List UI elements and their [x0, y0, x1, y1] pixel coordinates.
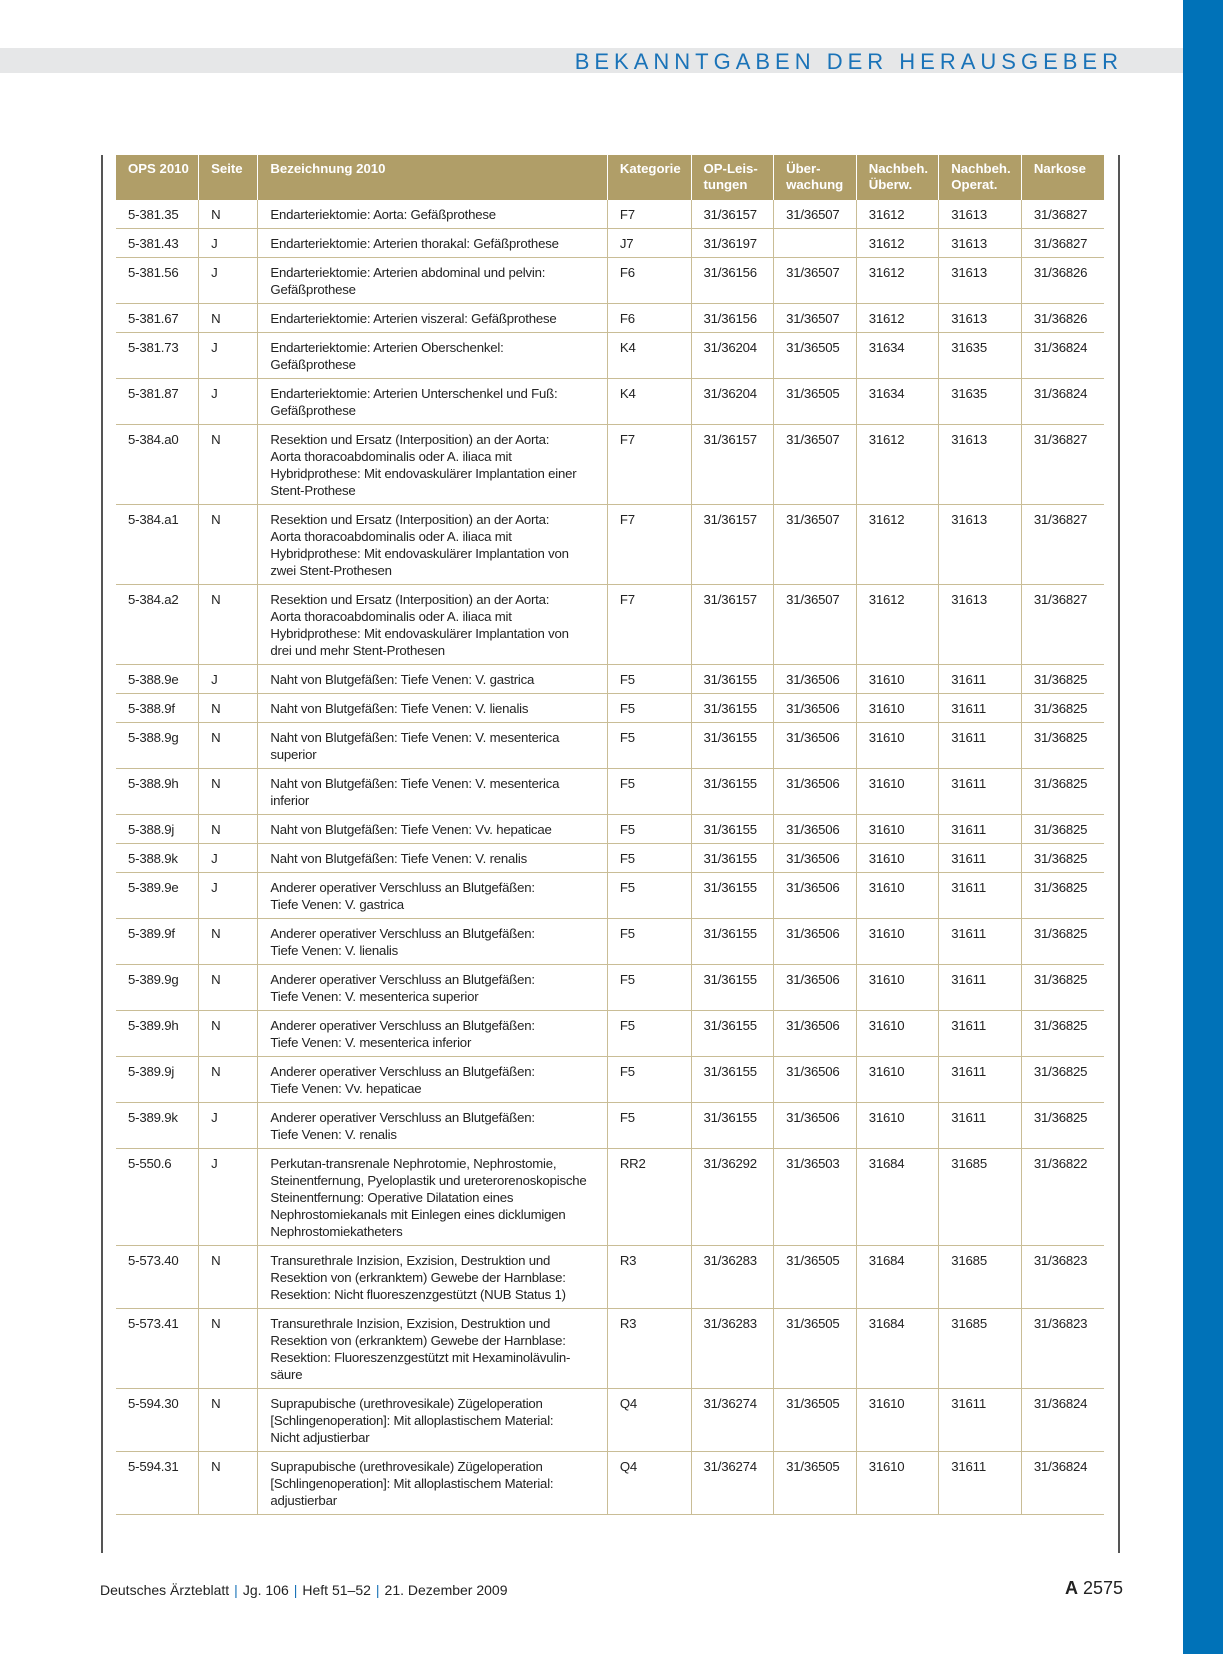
cell-nachbeh-ueberw: 31610: [856, 844, 939, 873]
cell-nachbeh-operat: 31611: [939, 1011, 1022, 1057]
footer-journal: Deutsches Ärzteblatt: [100, 1582, 230, 1598]
cell-bezeichnung: Naht von Blutgefäßen: Tiefe Venen: V. lienalis: [258, 694, 607, 723]
cell-ops-code: 5-573.41: [116, 1309, 199, 1389]
table-row: [116, 304, 1104, 333]
cell-bezeichnung: Anderer operativer Verschluss an Blutgefäßen: Tiefe Venen: Vv. hepaticae: [258, 1057, 607, 1103]
cell-seite: N: [199, 1057, 258, 1103]
cell-nachbeh-operat: 31613: [939, 200, 1022, 229]
cell-narkose: 31/36825: [1021, 769, 1104, 815]
cell-ueberwachung: 31/36506: [774, 844, 857, 873]
cell-bezeichnung: Naht von Blutgefäßen: Tiefe Venen: V. mesenterica inferior: [258, 769, 607, 815]
cell-kategorie: F5: [607, 665, 691, 694]
cell-op-leistungen: 31/36155: [691, 1103, 774, 1149]
cell-op-leistungen: 31/36283: [691, 1309, 774, 1389]
cell-kategorie: F6: [607, 304, 691, 333]
cell-ueberwachung: 31/36505: [774, 1452, 857, 1515]
cell-narkose: 31/36822: [1021, 1149, 1104, 1246]
cell-seite: N: [199, 965, 258, 1011]
col-header-ops: OPS 2010: [116, 155, 199, 200]
cell-narkose: 31/36825: [1021, 694, 1104, 723]
cell-bezeichnung: Transurethrale Inzision, Exzision, Destruktion und Resektion von (erkranktem) Gewebe der Harnblase: Resektion: Fluoreszenzgestützt mit Hexaminolävulin- säure: [258, 1309, 607, 1389]
cell-ops-code: 5-389.9j: [116, 1057, 199, 1103]
cell-bezeichnung: Anderer operativer Verschluss an Blutgefäßen: Tiefe Venen: V. gastrica: [258, 873, 607, 919]
footer-separator: |: [375, 1582, 380, 1598]
cell-kategorie: F5: [607, 1057, 691, 1103]
cell-kategorie: F5: [607, 965, 691, 1011]
cell-bezeichnung: Endarteriektomie: Aorta: Gefäßprothese: [258, 200, 607, 229]
cell-bezeichnung: Anderer operativer Verschluss an Blutgefäßen: Tiefe Venen: V. mesenterica superior: [258, 965, 607, 1011]
cell-seite: J: [199, 1103, 258, 1149]
cell-seite: N: [199, 425, 258, 505]
cell-ueberwachung: 31/36506: [774, 815, 857, 844]
cell-ops-code: 5-389.9e: [116, 873, 199, 919]
cell-narkose: 31/36824: [1021, 379, 1104, 425]
cell-seite: N: [199, 200, 258, 229]
cell-seite: J: [199, 873, 258, 919]
cell-bezeichnung: Resektion und Ersatz (Interposition) an der Aorta: Aorta thoracoabdominalis oder A. iliaca mit Hybridprothese: Mit endovaskulärer Implantation von drei und mehr Stent-Prothesen: [258, 585, 607, 665]
cell-narkose: 31/36824: [1021, 1389, 1104, 1452]
cell-nachbeh-ueberw: 31612: [856, 585, 939, 665]
cell-nachbeh-ueberw: 31610: [856, 1452, 939, 1515]
table-row: [116, 769, 1104, 815]
cell-nachbeh-ueberw: 31612: [856, 425, 939, 505]
cell-seite: J: [199, 229, 258, 258]
cell-ops-code: 5-389.9h: [116, 1011, 199, 1057]
cell-narkose: 31/36825: [1021, 1011, 1104, 1057]
cell-bezeichnung: Endarteriektomie: Arterien thorakal: Gefäßprothese: [258, 229, 607, 258]
cell-seite: N: [199, 919, 258, 965]
cell-ueberwachung: [774, 229, 857, 258]
table-row: [116, 333, 1104, 379]
cell-ops-code: 5-388.9g: [116, 723, 199, 769]
cell-op-leistungen: 31/36157: [691, 200, 774, 229]
table-row: [116, 965, 1104, 1011]
cell-nachbeh-operat: 31685: [939, 1246, 1022, 1309]
table-row: [116, 723, 1104, 769]
cell-ueberwachung: 31/36507: [774, 505, 857, 585]
cell-nachbeh-ueberw: 31610: [856, 873, 939, 919]
cell-op-leistungen: 31/36197: [691, 229, 774, 258]
cell-nachbeh-operat: 31611: [939, 723, 1022, 769]
cell-ueberwachung: 31/36507: [774, 585, 857, 665]
cell-op-leistungen: 31/36155: [691, 723, 774, 769]
cell-nachbeh-ueberw: 31610: [856, 815, 939, 844]
cell-narkose: 31/36825: [1021, 1057, 1104, 1103]
ops-table: [116, 155, 1104, 1515]
cell-kategorie: Q4: [607, 1452, 691, 1515]
cell-nachbeh-operat: 31611: [939, 1057, 1022, 1103]
cell-nachbeh-operat: 31635: [939, 379, 1022, 425]
cell-kategorie: K4: [607, 379, 691, 425]
cell-op-leistungen: 31/36274: [691, 1389, 774, 1452]
cell-op-leistungen: 31/36283: [691, 1246, 774, 1309]
cell-ueberwachung: 31/36506: [774, 1103, 857, 1149]
col-header-op-leistungen: OP-Leis- tungen: [691, 155, 774, 200]
cell-nachbeh-ueberw: 31634: [856, 333, 939, 379]
cell-bezeichnung: Naht von Blutgefäßen: Tiefe Venen: V. mesenterica superior: [258, 723, 607, 769]
cell-ueberwachung: 31/36505: [774, 1246, 857, 1309]
cell-op-leistungen: 31/36155: [691, 873, 774, 919]
cell-narkose: 31/36826: [1021, 304, 1104, 333]
cell-nachbeh-operat: 31613: [939, 304, 1022, 333]
cell-narkose: 31/36824: [1021, 1452, 1104, 1515]
table-row: [116, 379, 1104, 425]
cell-op-leistungen: 31/36155: [691, 844, 774, 873]
cell-nachbeh-ueberw: 31610: [856, 1011, 939, 1057]
footer-separator: |: [234, 1582, 238, 1598]
table-row: [116, 1103, 1104, 1149]
table-row: [116, 694, 1104, 723]
cell-ops-code: 5-384.a1: [116, 505, 199, 585]
cell-kategorie: K4: [607, 333, 691, 379]
cell-kategorie: F5: [607, 815, 691, 844]
cell-ueberwachung: 31/36507: [774, 304, 857, 333]
table-row: [116, 425, 1104, 505]
cell-bezeichnung: Naht von Blutgefäßen: Tiefe Venen: V. renalis: [258, 844, 607, 873]
cell-bezeichnung: Suprapubische (urethrovesikale) Zügeloperation [Schlingenoperation]: Mit alloplastischem Material: Nicht adjustierbar: [258, 1389, 607, 1452]
cell-op-leistungen: 31/36155: [691, 815, 774, 844]
table-row: [116, 815, 1104, 844]
cell-ueberwachung: 31/36506: [774, 769, 857, 815]
cell-op-leistungen: 31/36155: [691, 1057, 774, 1103]
cell-ops-code: 5-388.9f: [116, 694, 199, 723]
cell-nachbeh-ueberw: 31610: [856, 965, 939, 1011]
cell-nachbeh-ueberw: 31612: [856, 258, 939, 304]
cell-ueberwachung: 31/36507: [774, 200, 857, 229]
cell-nachbeh-operat: 31611: [939, 873, 1022, 919]
cell-narkose: 31/36825: [1021, 919, 1104, 965]
footer-volume: Jg. 106: [242, 1582, 289, 1598]
col-header-nachbeh-operat: Nachbeh. Operat.: [939, 155, 1022, 200]
cell-ops-code: 5-389.9f: [116, 919, 199, 965]
cell-ueberwachung: 31/36506: [774, 1057, 857, 1103]
cell-nachbeh-operat: 31685: [939, 1149, 1022, 1246]
cell-nachbeh-ueberw: 31684: [856, 1149, 939, 1246]
cell-ops-code: 5-381.87: [116, 379, 199, 425]
footer-date: 21. Dezember 2009: [384, 1582, 508, 1598]
cell-seite: N: [199, 694, 258, 723]
cell-seite: J: [199, 379, 258, 425]
cell-ops-code: 5-384.a2: [116, 585, 199, 665]
footer-issue: Heft 51–52: [302, 1582, 371, 1598]
cell-ops-code: 5-381.73: [116, 333, 199, 379]
col-header-seite: Seite: [199, 155, 258, 200]
cell-nachbeh-ueberw: 31612: [856, 505, 939, 585]
cell-op-leistungen: 31/36204: [691, 333, 774, 379]
cell-ueberwachung: 31/36506: [774, 919, 857, 965]
cell-bezeichnung: Endarteriektomie: Arterien Unterschenkel und Fuß: Gefäßprothese: [258, 379, 607, 425]
cell-narkose: 31/36827: [1021, 425, 1104, 505]
cell-kategorie: R3: [607, 1309, 691, 1389]
side-color-bar: [1183, 0, 1223, 1654]
table-row: [116, 1389, 1104, 1452]
cell-bezeichnung: Naht von Blutgefäßen: Tiefe Venen: V. gastrica: [258, 665, 607, 694]
col-header-bezeichnung: Bezeichnung 2010: [258, 155, 607, 200]
cell-ueberwachung: 31/36507: [774, 425, 857, 505]
cell-ueberwachung: 31/36506: [774, 1011, 857, 1057]
col-header-kategorie: Kategorie: [607, 155, 691, 200]
cell-kategorie: F7: [607, 505, 691, 585]
cell-nachbeh-operat: 31611: [939, 844, 1022, 873]
table-row: [116, 585, 1104, 665]
cell-op-leistungen: 31/36155: [691, 965, 774, 1011]
cell-narkose: 31/36823: [1021, 1309, 1104, 1389]
cell-kategorie: F5: [607, 919, 691, 965]
table-row: [116, 844, 1104, 873]
cell-bezeichnung: Anderer operativer Verschluss an Blutgefäßen: Tiefe Venen: V. mesenterica inferior: [258, 1011, 607, 1057]
cell-bezeichnung: Resektion und Ersatz (Interposition) an der Aorta: Aorta thoracoabdominalis oder A. iliaca mit Hybridprothese: Mit endovaskulärer Implantation einer Stent-Prothese: [258, 425, 607, 505]
cell-ueberwachung: 31/36506: [774, 873, 857, 919]
cell-nachbeh-operat: 31613: [939, 425, 1022, 505]
cell-seite: N: [199, 585, 258, 665]
cell-kategorie: R3: [607, 1246, 691, 1309]
cell-ops-code: 5-388.9k: [116, 844, 199, 873]
cell-ops-code: 5-384.a0: [116, 425, 199, 505]
cell-ops-code: 5-381.35: [116, 200, 199, 229]
cell-kategorie: Q4: [607, 1389, 691, 1452]
cell-narkose: 31/36825: [1021, 965, 1104, 1011]
cell-ueberwachung: 31/36503: [774, 1149, 857, 1246]
cell-nachbeh-operat: 31611: [939, 1389, 1022, 1452]
table-row: [116, 258, 1104, 304]
cell-ops-code: 5-550.6: [116, 1149, 199, 1246]
cell-nachbeh-ueberw: 31610: [856, 1389, 939, 1452]
cell-op-leistungen: 31/36274: [691, 1452, 774, 1515]
cell-nachbeh-ueberw: 31684: [856, 1246, 939, 1309]
cell-seite: J: [199, 1149, 258, 1246]
cell-nachbeh-operat: 31611: [939, 1103, 1022, 1149]
cell-ueberwachung: 31/36505: [774, 1309, 857, 1389]
col-header-ueberwachung: Über- wachung: [774, 155, 857, 200]
cell-kategorie: F5: [607, 1011, 691, 1057]
cell-op-leistungen: 31/36157: [691, 425, 774, 505]
cell-narkose: 31/36826: [1021, 258, 1104, 304]
cell-nachbeh-operat: 31635: [939, 333, 1022, 379]
cell-seite: N: [199, 1389, 258, 1452]
table-row: [116, 1309, 1104, 1389]
cell-seite: N: [199, 304, 258, 333]
cell-ueberwachung: 31/36505: [774, 333, 857, 379]
cell-bezeichnung: Resektion und Ersatz (Interposition) an der Aorta: Aorta thoracoabdominalis oder A. iliaca mit Hybridprothese: Mit endovaskulärer Implantation von zwei Stent-Prothesen: [258, 505, 607, 585]
cell-nachbeh-operat: 31611: [939, 965, 1022, 1011]
footer-separator: |: [293, 1582, 298, 1598]
cell-nachbeh-operat: 31611: [939, 919, 1022, 965]
cell-kategorie: F5: [607, 1103, 691, 1149]
cell-seite: N: [199, 1246, 258, 1309]
cell-nachbeh-operat: 31611: [939, 815, 1022, 844]
cell-nachbeh-ueberw: 31612: [856, 304, 939, 333]
cell-seite: N: [199, 505, 258, 585]
cell-narkose: 31/36825: [1021, 844, 1104, 873]
cell-nachbeh-ueberw: 31610: [856, 723, 939, 769]
cell-seite: N: [199, 723, 258, 769]
cell-narkose: 31/36827: [1021, 505, 1104, 585]
cell-kategorie: F6: [607, 258, 691, 304]
cell-op-leistungen: 31/36155: [691, 694, 774, 723]
cell-ops-code: 5-573.40: [116, 1246, 199, 1309]
cell-seite: N: [199, 1452, 258, 1515]
cell-op-leistungen: 31/36156: [691, 304, 774, 333]
cell-kategorie: F5: [607, 694, 691, 723]
cell-nachbeh-ueberw: 31610: [856, 665, 939, 694]
cell-nachbeh-ueberw: 31612: [856, 200, 939, 229]
table-row: [116, 919, 1104, 965]
table-row: [116, 1149, 1104, 1246]
cell-kategorie: F5: [607, 769, 691, 815]
cell-ops-code: 5-389.9k: [116, 1103, 199, 1149]
cell-narkose: 31/36823: [1021, 1246, 1104, 1309]
cell-seite: J: [199, 333, 258, 379]
cell-bezeichnung: Endarteriektomie: Arterien viszeral: Gefäßprothese: [258, 304, 607, 333]
cell-seite: J: [199, 258, 258, 304]
right-rule: [1118, 155, 1120, 1553]
cell-narkose: 31/36825: [1021, 815, 1104, 844]
cell-narkose: 31/36827: [1021, 229, 1104, 258]
cell-ops-code: 5-381.43: [116, 229, 199, 258]
cell-seite: J: [199, 665, 258, 694]
table-row: [116, 1057, 1104, 1103]
cell-kategorie: RR2: [607, 1149, 691, 1246]
table-row: [116, 505, 1104, 585]
table-row: [116, 1246, 1104, 1309]
cell-ueberwachung: 31/36505: [774, 379, 857, 425]
cell-kategorie: F7: [607, 585, 691, 665]
cell-nachbeh-operat: 31613: [939, 505, 1022, 585]
cell-nachbeh-ueberw: 31610: [856, 919, 939, 965]
cell-nachbeh-operat: 31613: [939, 258, 1022, 304]
cell-nachbeh-operat: 31611: [939, 694, 1022, 723]
cell-op-leistungen: 31/36155: [691, 1011, 774, 1057]
cell-nachbeh-ueberw: 31612: [856, 229, 939, 258]
page-prefix: A: [1065, 1578, 1078, 1598]
table-row: [116, 873, 1104, 919]
cell-seite: N: [199, 1309, 258, 1389]
cell-op-leistungen: 31/36204: [691, 379, 774, 425]
cell-kategorie: F5: [607, 723, 691, 769]
cell-ops-code: 5-388.9e: [116, 665, 199, 694]
cell-kategorie: F5: [607, 844, 691, 873]
cell-op-leistungen: 31/36155: [691, 769, 774, 815]
cell-kategorie: F7: [607, 425, 691, 505]
cell-ops-code: 5-594.31: [116, 1452, 199, 1515]
cell-ops-code: 5-594.30: [116, 1389, 199, 1452]
table-row: [116, 229, 1104, 258]
cell-ops-code: 5-389.9g: [116, 965, 199, 1011]
cell-narkose: 31/36825: [1021, 665, 1104, 694]
cell-ueberwachung: 31/36507: [774, 258, 857, 304]
cell-kategorie: F5: [607, 873, 691, 919]
cell-ueberwachung: 31/36505: [774, 1389, 857, 1452]
cell-ueberwachung: 31/36506: [774, 694, 857, 723]
cell-kategorie: F7: [607, 200, 691, 229]
cell-ops-code: 5-388.9h: [116, 769, 199, 815]
table-row: [116, 200, 1104, 229]
cell-nachbeh-ueberw: 31684: [856, 1309, 939, 1389]
cell-nachbeh-ueberw: 31610: [856, 769, 939, 815]
cell-nachbeh-operat: 31611: [939, 1452, 1022, 1515]
cell-bezeichnung: Suprapubische (urethrovesikale) Zügeloperation [Schlingenoperation]: Mit alloplastischem Material: adjustierbar: [258, 1452, 607, 1515]
table-row: [116, 1452, 1104, 1515]
cell-op-leistungen: 31/36292: [691, 1149, 774, 1246]
cell-nachbeh-operat: 31613: [939, 229, 1022, 258]
cell-narkose: 31/36825: [1021, 1103, 1104, 1149]
cell-bezeichnung: Anderer operativer Verschluss an Blutgefäßen: Tiefe Venen: V. renalis: [258, 1103, 607, 1149]
col-header-nachbeh-ueberw: Nachbeh. Überw.: [856, 155, 939, 200]
left-rule: [101, 155, 103, 1553]
cell-nachbeh-operat: 31611: [939, 769, 1022, 815]
table-row: [116, 665, 1104, 694]
cell-narkose: 31/36825: [1021, 873, 1104, 919]
col-header-narkose: Narkose: [1021, 155, 1104, 200]
cell-seite: N: [199, 1011, 258, 1057]
page-number: [1065, 1578, 1123, 1599]
section-title: BEKANNTGABEN DER HERAUSGEBER: [574, 49, 1123, 74]
cell-nachbeh-ueberw: 31634: [856, 379, 939, 425]
table-header-row: [116, 155, 1104, 200]
cell-bezeichnung: Naht von Blutgefäßen: Tiefe Venen: Vv. hepaticae: [258, 815, 607, 844]
cell-op-leistungen: 31/36155: [691, 919, 774, 965]
footer-citation: [100, 1582, 508, 1598]
cell-nachbeh-operat: 31613: [939, 585, 1022, 665]
cell-nachbeh-ueberw: 31610: [856, 1057, 939, 1103]
cell-narkose: 31/36827: [1021, 585, 1104, 665]
cell-narkose: 31/36827: [1021, 200, 1104, 229]
page-number-value: 2575: [1083, 1578, 1124, 1598]
cell-op-leistungen: 31/36157: [691, 505, 774, 585]
cell-bezeichnung: Perkutan-transrenale Nephrotomie, Nephrostomie, Steinentfernung, Pyeloplastik und ureterorenoskopische Steinentfernung: Operative Dilatation eines Nephrostomiekanals mit Einlegen eines dicklumigen Nephrostomiekatheters: [258, 1149, 607, 1246]
cell-ops-code: 5-381.56: [116, 258, 199, 304]
cell-ueberwachung: 31/36506: [774, 965, 857, 1011]
cell-ueberwachung: 31/36506: [774, 665, 857, 694]
table-row: [116, 1011, 1104, 1057]
cell-bezeichnung: Endarteriektomie: Arterien Oberschenkel: Gefäßprothese: [258, 333, 607, 379]
cell-ueberwachung: 31/36506: [774, 723, 857, 769]
cell-ops-code: 5-388.9j: [116, 815, 199, 844]
cell-kategorie: J7: [607, 229, 691, 258]
cell-seite: N: [199, 769, 258, 815]
cell-op-leistungen: 31/36156: [691, 258, 774, 304]
cell-bezeichnung: Endarteriektomie: Arterien abdominal und pelvin: Gefäßprothese: [258, 258, 607, 304]
cell-seite: J: [199, 844, 258, 873]
cell-op-leistungen: 31/36155: [691, 665, 774, 694]
cell-nachbeh-operat: 31685: [939, 1309, 1022, 1389]
cell-ops-code: 5-381.67: [116, 304, 199, 333]
cell-nachbeh-operat: 31611: [939, 665, 1022, 694]
cell-bezeichnung: Anderer operativer Verschluss an Blutgefäßen: Tiefe Venen: V. lienalis: [258, 919, 607, 965]
cell-nachbeh-ueberw: 31610: [856, 1103, 939, 1149]
cell-seite: N: [199, 815, 258, 844]
cell-bezeichnung: Transurethrale Inzision, Exzision, Destruktion und Resektion von (erkranktem) Gewebe der Harnblase: Resektion: Nicht fluoreszenzgestützt (NUB Status 1): [258, 1246, 607, 1309]
cell-narkose: 31/36824: [1021, 333, 1104, 379]
cell-narkose: 31/36825: [1021, 723, 1104, 769]
cell-op-leistungen: 31/36157: [691, 585, 774, 665]
cell-nachbeh-ueberw: 31610: [856, 694, 939, 723]
